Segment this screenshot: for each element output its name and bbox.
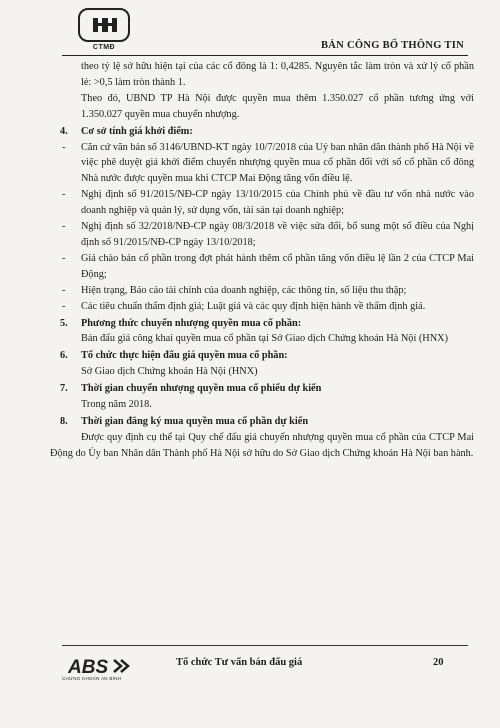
footer-text: Tổ chức Tư vấn bán đấu giá [176,657,303,668]
logo-text: CTMĐ [92,44,116,51]
section-number: 6. [60,350,68,362]
list-item: - Nghị định số 32/2018/NĐ-CP ngày 08/3/2018 về việc sửa đổi, bổ sung một số điều của Nghị định số 91/2015/NĐ-CP ngày 13/10/2018; [50,219,474,251]
section-heading-7 [50,381,474,397]
paragraph-result: Theo đó, UBND TP Hà Nội được quyền mua thêm 1.350.027 cổ phần tương ứng với 1.350.027 quyền mua chuyển nhượng. [81,92,474,120]
paragraph-continuation: theo tỷ lệ sở hữu hiện tại của các cổ đông là 1: 0,4285. Nguyên tắc làm tròn và xử lý cổ phần lẻ: >0,5 làm tròn thành 1. [81,61,474,88]
logo-frame [78,8,130,42]
ctmd-logo [78,8,130,56]
list-item: - Giá chào bán cổ phần trong đợt phát hành thêm cổ phần tăng vốn điều lệ lần 2 của CTCP Mai Động; [50,251,474,283]
section-title: Phương thức chuyển nhượng quyền mua cổ phần: [81,317,302,329]
section-title: Thời gian đăng ký mua quyền mua cổ phần dự kiến [81,415,309,427]
section-title: Tổ chức thực hiện đấu giá quyền mua cổ phần: [81,350,288,362]
section-number: 4. [60,125,68,137]
section-number: 7. [60,383,68,395]
abs-logo-icon [68,654,138,678]
section-text: Bán đấu giá công khai quyền mua cổ phần tại Sở Giao dịch Chứng khoán Hà Nội (HNX) [81,333,449,345]
list-item-text: Hiện trạng, Báo cáo tài chính của doanh nghiệp, các thông tin, số liệu thu thập; [81,284,407,296]
section-number: 8. [60,415,68,427]
list-item-text: Nghị định số 91/2015/NĐ-CP ngày 13/10/2015 của Chính phủ về đầu tư vốn nhà nước vào doanh nghiệp và quản lý, sử dụng vốn, tài sản tại doanh nghiệp; [81,189,474,217]
section-heading-5 [50,316,474,332]
logo-mark-icon [92,16,118,34]
list-item-text: Nghị định số 32/2018/NĐ-CP ngày 08/3/2018 về việc sửa đổi, bổ sung một số điều của Nghị định số 91/2015/NĐ-CP ngày 13/10/2018; [81,221,474,248]
document-body [50,59,474,462]
footer-divider [62,645,468,646]
section-heading-4 [50,124,474,140]
section-title: Cơ sở tính giá khởi điểm: [81,125,193,137]
section-heading-8 [50,414,474,430]
section-number: 5. [60,317,68,329]
page-number: 20 [433,657,444,668]
abs-logo-subtext: CHỨNG KHOÁN AN BÌNH [62,676,122,681]
list-item: - Căn cứ văn bản số 3146/UBND-KT ngày 10/7/2018 của Uỷ ban nhân dân thành phố Hà Nội về việc phê duyệt giá khởi điểm chuyển nhượng quyền mua cổ phần đối với số cổ phần cổ đông Nhà nước được quyền mua khi CTCP Mai Động tăng vốn điều lệ. [50,140,474,188]
list-item-text: Các tiêu chuẩn thẩm định giá; Luật giá và các quy định hiện hành về thẩm định giá. [81,300,426,312]
list-item-text: Giá chào bán cổ phần trong đợt phát hành thêm cổ phần tăng vốn điều lệ lần 2 của CTCP Mai Động; [81,252,474,280]
list-item: - Các tiêu chuẩn thẩm định giá; Luật giá và các quy định hiện hành về thẩm định giá. [50,299,474,315]
section-heading-6 [50,348,474,364]
header-divider [62,55,468,56]
section-text: Trong năm 2018. [81,399,152,411]
section-text: Sở Giao dịch Chứng khoán Hà Nội (HNX) [81,366,258,378]
section-text: Được quy định cụ thể tại Quy chế đấu giá chuyển nhượng quyền mua cổ phần của CTCP Mai Động do Ủy ban Nhân dân Thành phố Hà Nội sở hữu do Sở Giao dịch Chứng khoán Hà Nội ban hành. [50,431,474,459]
list-item: - Hiện trạng, Báo cáo tài chính của doanh nghiệp, các thông tin, số liệu thu thập; [50,283,474,299]
list-item-text: Căn cứ văn bản số 3146/UBND-KT ngày 10/7/2018 của Uỷ ban nhân dân thành phố Hà Nội về việc phê duyệt giá khởi điểm chuyển nhượng quyền mua cổ phần đối với số cổ phần cổ đông Nhà nước được quyền mua khi CTCP Mai Động tăng vốn điều lệ. [81,141,474,185]
section-title: Thời gian chuyển nhượng quyền mua cổ phiếu dự kiến [81,383,322,395]
list-item: - Nghị định số 91/2015/NĐ-CP ngày 13/10/2015 của Chính phủ về đầu tư vốn nhà nước vào doanh nghiệp và quản lý, sử dụng vốn, tài sản tại doanh nghiệp; [50,187,474,219]
abs-logo-text: ABS [68,657,109,678]
header-title: BẢN CÔNG BỐ THÔNG TIN [320,40,464,51]
